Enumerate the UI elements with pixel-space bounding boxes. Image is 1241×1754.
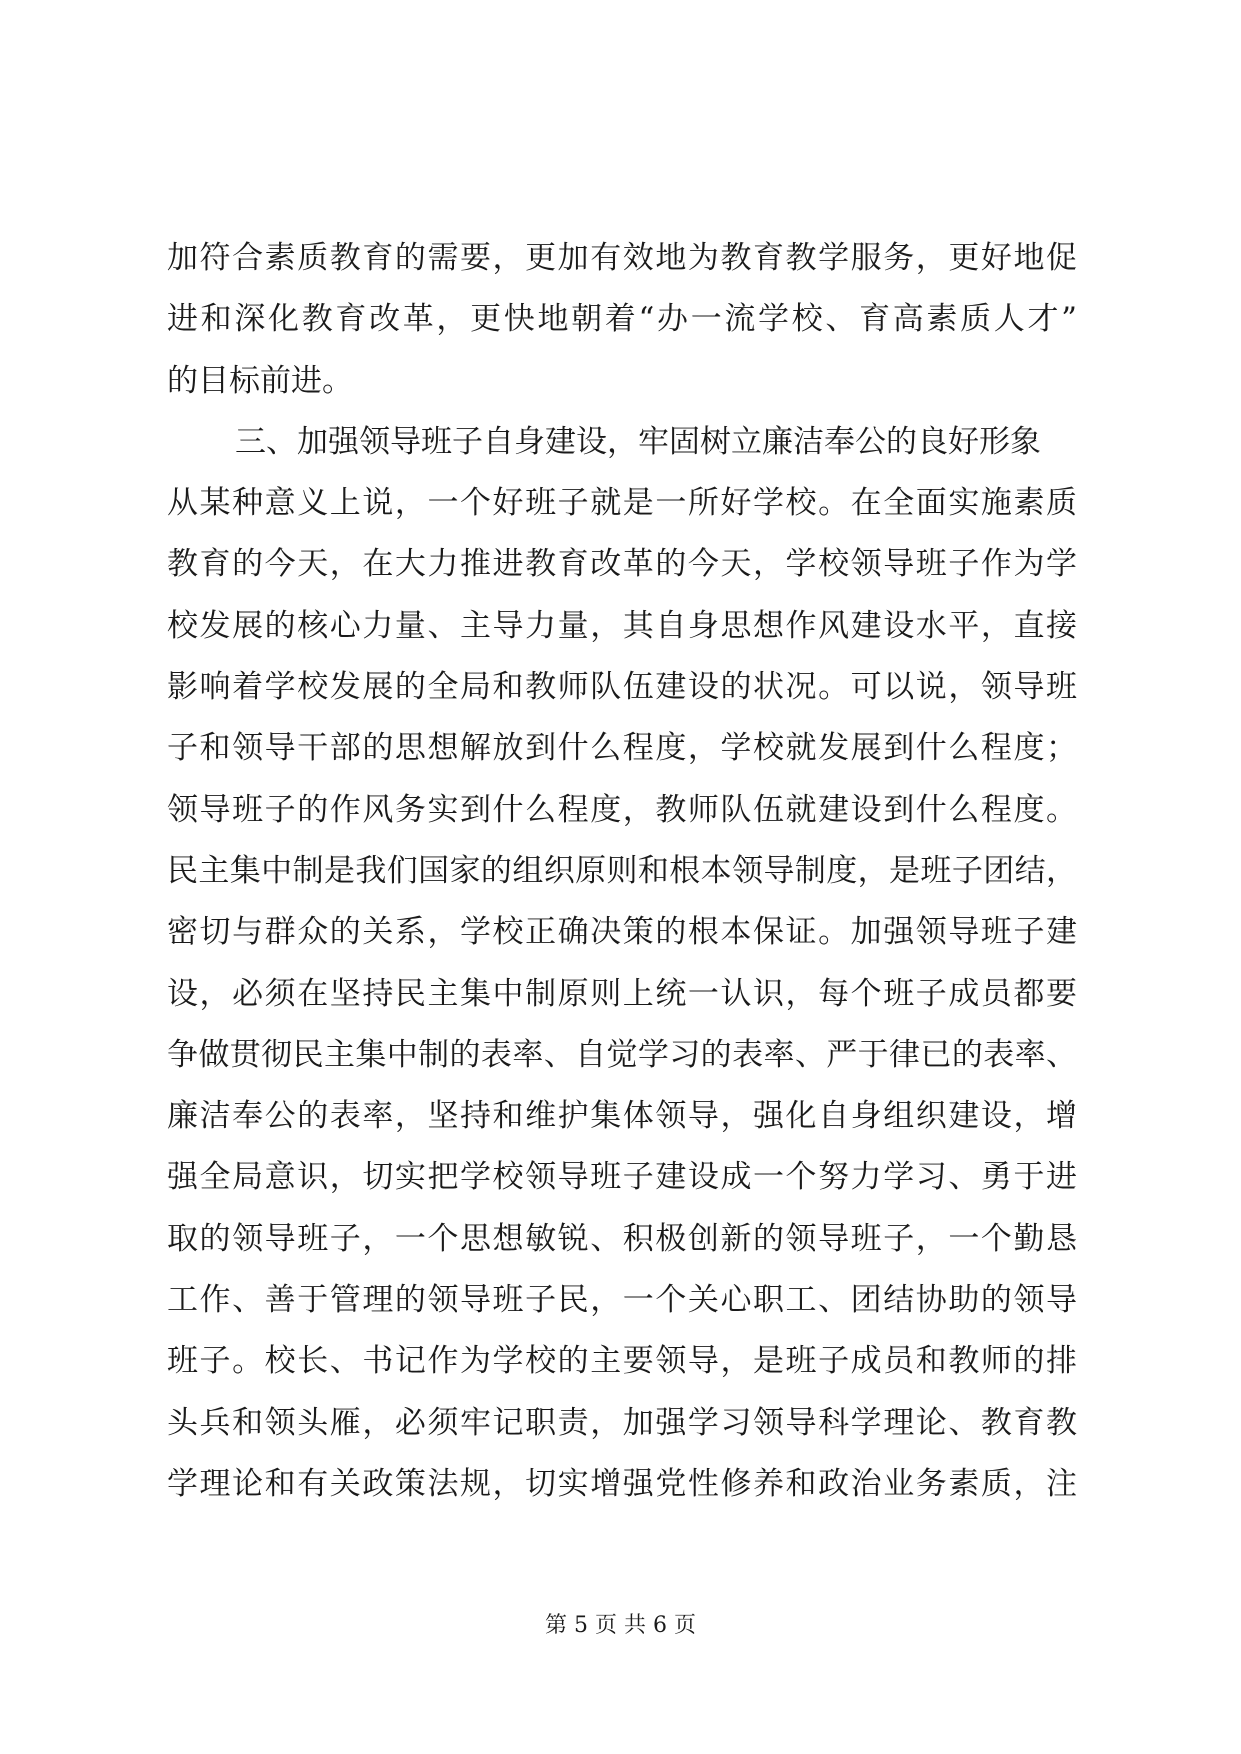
text-line: 领导班子的作风务实到什么程度，教师队伍就建设到什么程度。 <box>167 791 1077 828</box>
text-line: 加符合素质教育的需要，更加有效地为教育教学服务，更好地促 <box>167 240 1077 276</box>
text-line: 从某种意义上说，一个好班子就是一所好学校。在全面实施素质 <box>167 485 1077 522</box>
body-text <box>167 228 1077 1515</box>
text-line: 学理论和有关政策法规，切实增强党性修养和政治业务素质，注 <box>167 1465 1077 1502</box>
text-line: 校发展的核心力量、主导力量，其自身思想作风建设水平，直接 <box>167 607 1077 644</box>
text-line: 的目标前进。 <box>167 362 353 399</box>
text-line: 取的领导班子，一个思想敏锐、积极创新的领导班子，一个勤恳 <box>167 1220 1077 1257</box>
text-line: 民主集中制是我们国家的组织原则和根本领导制度，是班子团结， <box>167 852 1077 889</box>
page-number-footer: 第 5 页 共 6 页 <box>545 1613 696 1638</box>
text-line: 进和深化教育改革，更快地朝着“办一流学校、育高素质人才” <box>167 301 1077 338</box>
text-line: 教育的今天，在大力推进教育改革的今天，学校领导班子作为学 <box>167 546 1077 583</box>
text-line: 工作、善于管理的领导班子民，一个关心职工、团结协助的领导 <box>167 1282 1077 1319</box>
text-line: 廉洁奉公的表率，坚持和维护集体领导，强化自身组织建设，增 <box>167 1098 1077 1135</box>
text-line: 争做贯彻民主集中制的表率、自觉学习的表率、严于律已的表率、 <box>167 1036 1077 1073</box>
text-line: 强全局意识，切实把学校领导班子建设成一个努力学习、勇于进 <box>167 1159 1077 1196</box>
text-line: 密切与群众的关系，学校正确决策的根本保证。加强领导班子建 <box>167 914 1077 951</box>
text-line: 子和领导干部的思想解放到什么程度，学校就发展到什么程度； <box>167 730 1077 767</box>
text-line: 影响着学校发展的全局和教师队伍建设的状况。可以说，领导班 <box>167 669 1077 706</box>
text-line: 设，必须在坚持民主集中制原则上统一认识，每个班子成员都要 <box>167 975 1077 1012</box>
text-line: 班子。校长、书记作为学校的主要领导，是班子成员和教师的排 <box>167 1343 1077 1380</box>
section-heading: 三、加强领导班子自身建设，牢固树立廉洁奉公的良好形象 <box>235 423 1041 460</box>
text-line: 头兵和领头雁，必须牢记职责，加强学习领导科学理论、教育教 <box>167 1404 1077 1441</box>
